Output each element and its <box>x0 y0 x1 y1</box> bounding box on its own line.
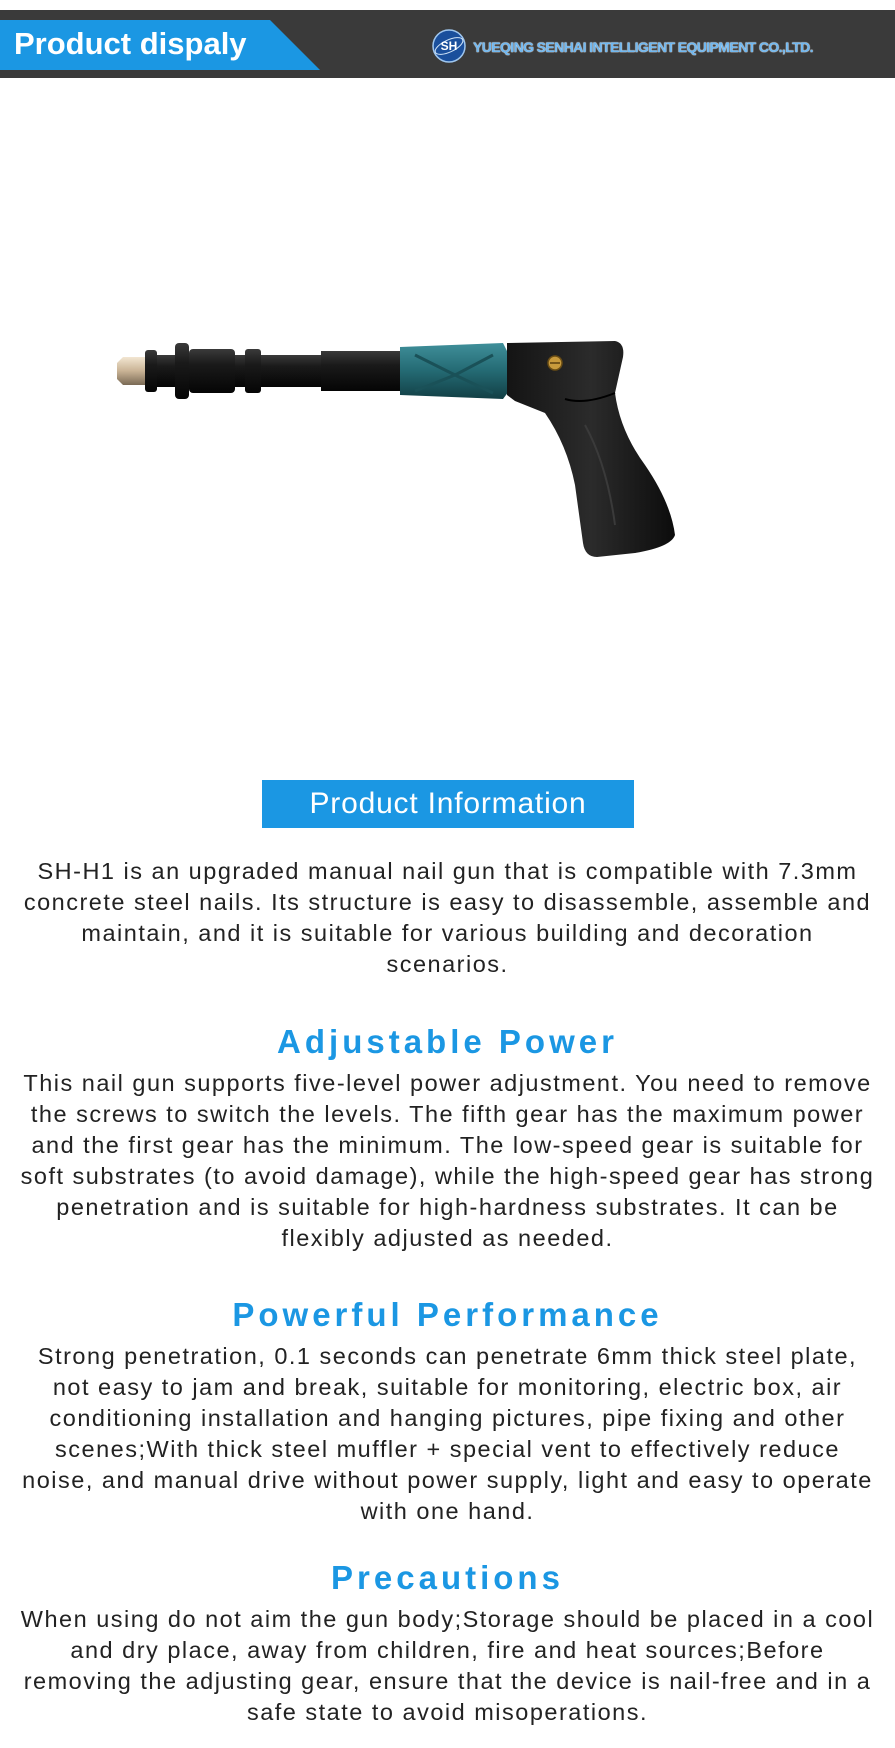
company-logo-icon <box>432 29 466 63</box>
intro-paragraph: SH-H1 is an upgraded manual nail gun that is compatible with 7.3mm concrete steel nails. Its structure is easy to disassemble, assemble and maintain, and it is suitable for various building and decoration scenarios. <box>23 858 872 977</box>
nail-gun-image <box>115 335 765 595</box>
header-top-border <box>0 0 895 10</box>
paragraph-powerful-performance: Strong penetration, 0.1 seconds can penetrate 6mm thick steel plate, not easy to jam and break, suitable for monitoring, electric box, air conditioning installation and hanging pictures, pipe fixing and other scenes;With thick steel muffler + special vent to effectively reduce noise, and manual drive without power supply, light and easy to operate with one hand. <box>22 1343 873 1524</box>
company-logo-letters: SH <box>440 39 458 53</box>
company-name: YUEQING SENHAI INTELLIGENT EQUIPMENT CO.,LTD. <box>473 39 813 55</box>
product-information-title: Product Information <box>309 787 587 820</box>
heading-precautions: Precautions <box>331 1559 564 1596</box>
heading-adjustable-power: Adjustable Power <box>277 1023 618 1060</box>
heading-powerful-performance: Powerful Performance <box>232 1296 663 1333</box>
product-information-banner <box>262 780 634 828</box>
page-title: Product dispaly <box>14 26 247 61</box>
paragraph-adjustable-power: This nail gun supports five-level power adjustment. You need to remove the screws to switch the levels. The fifth gear has the maximum power and the first gear has the minimum. The low-speed gear is suitable for soft substrates (to avoid damage), while the high-speed gear has strong penetration and is suitable for high-hardness substrates. It can be flexibly adjusted as needed. <box>20 1070 875 1251</box>
paragraph-precautions: When using do not aim the gun body;Storage should be placed in a cool and dry place, away from children, fire and heat sources;Before removing the adjusting gear, ensure that the device is nail-free and in a safe state to avoid misoperations. <box>20 1606 875 1725</box>
